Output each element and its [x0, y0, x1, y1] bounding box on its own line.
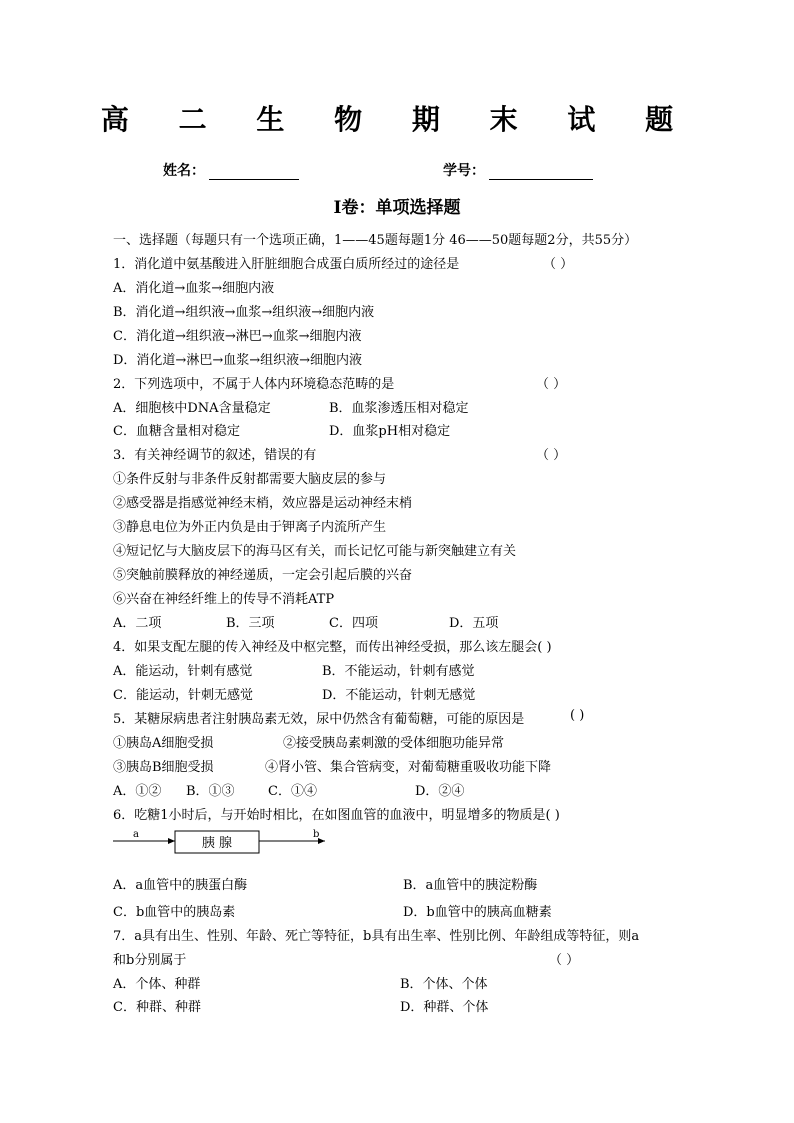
q1-option-c: C．消化道→组织液→淋巴→血浆→细胞内液 [113, 329, 362, 344]
q2-option-a: A．细胞核中DNA含量稳定 [113, 401, 271, 416]
q3-item-2: ②感受器是指感觉神经末梢，效应器是运动神经末梢 [113, 496, 413, 511]
q2-option-b: B．血浆渗透压相对稳定 [329, 401, 469, 416]
q7-option-d: D．种群、个体 [400, 1000, 489, 1015]
q5-stem: 5．某糖尿病患者注射胰岛素无效，尿中仍然含有葡萄糖，可能的原因是 [113, 712, 525, 727]
q3-item-4: ④短记忆与大脑皮层下的海马区有关，而长记忆可能与新突触建立有关 [113, 544, 517, 559]
section-title: Ⅰ卷：单项选择题 [333, 198, 461, 218]
pancreas-label: 胰 腺 [201, 836, 233, 851]
instructions: 一、选择题（每题只有一个选项正确，1——45题每题1分 46——50题每题2分，共55分） [113, 233, 638, 248]
q1-option-a: A．消化道→血浆→细胞内液 [113, 281, 275, 296]
q3-item-1: ①条件反射与非条件反射都需要大脑皮层的参与 [113, 472, 387, 487]
q5-option-b: B．①③ [186, 784, 235, 799]
student-id-field [443, 160, 593, 180]
q3-item-3: ③静息电位为外正内负是由于钾离子内流所产生 [113, 520, 387, 535]
q5-item-4: ④肾小管、集合管病变，对葡萄糖重吸收功能下降 [265, 760, 552, 775]
q5-item-2: ②接受胰岛素刺激的受体细胞功能异常 [283, 736, 505, 751]
q7-stem: 7．a具有出生、性别、年龄、死亡等特征，b具有出生率、性别比例、年龄组成等特征，则a [113, 929, 640, 944]
name-blank[interactable] [209, 161, 299, 180]
q1-stem: 1．消化道中氨基酸进入肝脏细胞合成蛋白质所经过的途径是 [113, 257, 460, 272]
q4-option-c: C．能运动，针刺无感觉 [113, 688, 253, 703]
q6-stem: 6．吃糖1小时后，与开始时相比，在如图血管的血液中，明显增多的物质是( ) [113, 808, 560, 823]
q4-option-d: D．不能运动，针刺无感觉 [322, 688, 476, 703]
vessel-a-label: a [133, 829, 139, 840]
q2-stem: 2．下列选项中，不属于人体内环境稳态范畴的是 [113, 377, 395, 392]
q3-option-b: B．三项 [226, 616, 275, 631]
q3-option-d: D．五项 [449, 616, 499, 631]
q5-option-c: C．①④ [268, 784, 317, 799]
q2-answer-paren: （ ） [536, 377, 567, 392]
q3-item-6: ⑥兴奋在神经纤维上的传导不消耗ATP [113, 592, 335, 607]
exam-title: 高 二 生 物 期 末 试 题 [100, 103, 694, 136]
q4-stem: 4．如果支配左腿的传入神经及中枢完整，而传出神经受损，那么该左腿会( ) [113, 640, 552, 655]
pancreas-blood-vessel-diagram [113, 829, 328, 857]
q3-item-5: ⑤突触前膜释放的神经递质，一定会引起后膜的兴奋 [113, 568, 413, 583]
name-field [163, 160, 299, 180]
q3-answer-paren: （ ） [536, 448, 567, 463]
q1-option-b: B．消化道→组织液→血浆→组织液→细胞内液 [113, 305, 375, 320]
q5-option-d: D．②④ [415, 784, 465, 799]
q6-option-a: A．a血管中的胰蛋白酶 [113, 878, 248, 893]
q3-option-a: A．二项 [113, 616, 162, 631]
q1-option-d: D．消化道→淋巴→血浆→组织液→细胞内液 [113, 353, 362, 368]
q4-option-a: A．能运动，针刺有感觉 [113, 664, 253, 679]
q5-item-1: ①胰岛A细胞受损 [113, 736, 214, 751]
q4-option-b: B．不能运动，针刺有感觉 [322, 664, 475, 679]
q2-option-c: C．血糖含量相对稳定 [113, 424, 240, 439]
vessel-a-arrow-icon [168, 838, 175, 844]
q7-answer-paren: （ ） [549, 953, 580, 968]
q6-option-d: D．b血管中的胰高血糖素 [403, 905, 552, 920]
q3-option-c: C．四项 [329, 616, 378, 631]
q6-option-c: C．b血管中的胰岛素 [113, 905, 236, 920]
q7-option-b: B．个体、个体 [400, 977, 488, 992]
q5-answer-paren: ( ) [570, 708, 585, 723]
student-id-blank[interactable] [489, 161, 593, 180]
q1-answer-paren: （ ） [543, 257, 574, 272]
q7-option-c: C．种群、种群 [113, 1000, 201, 1015]
vessel-b-label: b [313, 829, 320, 840]
student-id-label: 学号： [443, 163, 485, 179]
q7-option-a: A．个体、种群 [113, 977, 201, 992]
q5-item-3: ③胰岛B细胞受损 [113, 760, 214, 775]
q2-option-d: D．血浆pH相对稳定 [329, 424, 451, 439]
name-label: 姓名： [163, 163, 205, 179]
q3-stem: 3．有关神经调节的叙述，错误的有 [113, 448, 317, 463]
q7-stem-line2: 和b分别属于 [113, 953, 187, 968]
q5-option-a: A．①② [113, 784, 162, 799]
q6-option-b: B．a血管中的胰淀粉酶 [403, 878, 538, 893]
